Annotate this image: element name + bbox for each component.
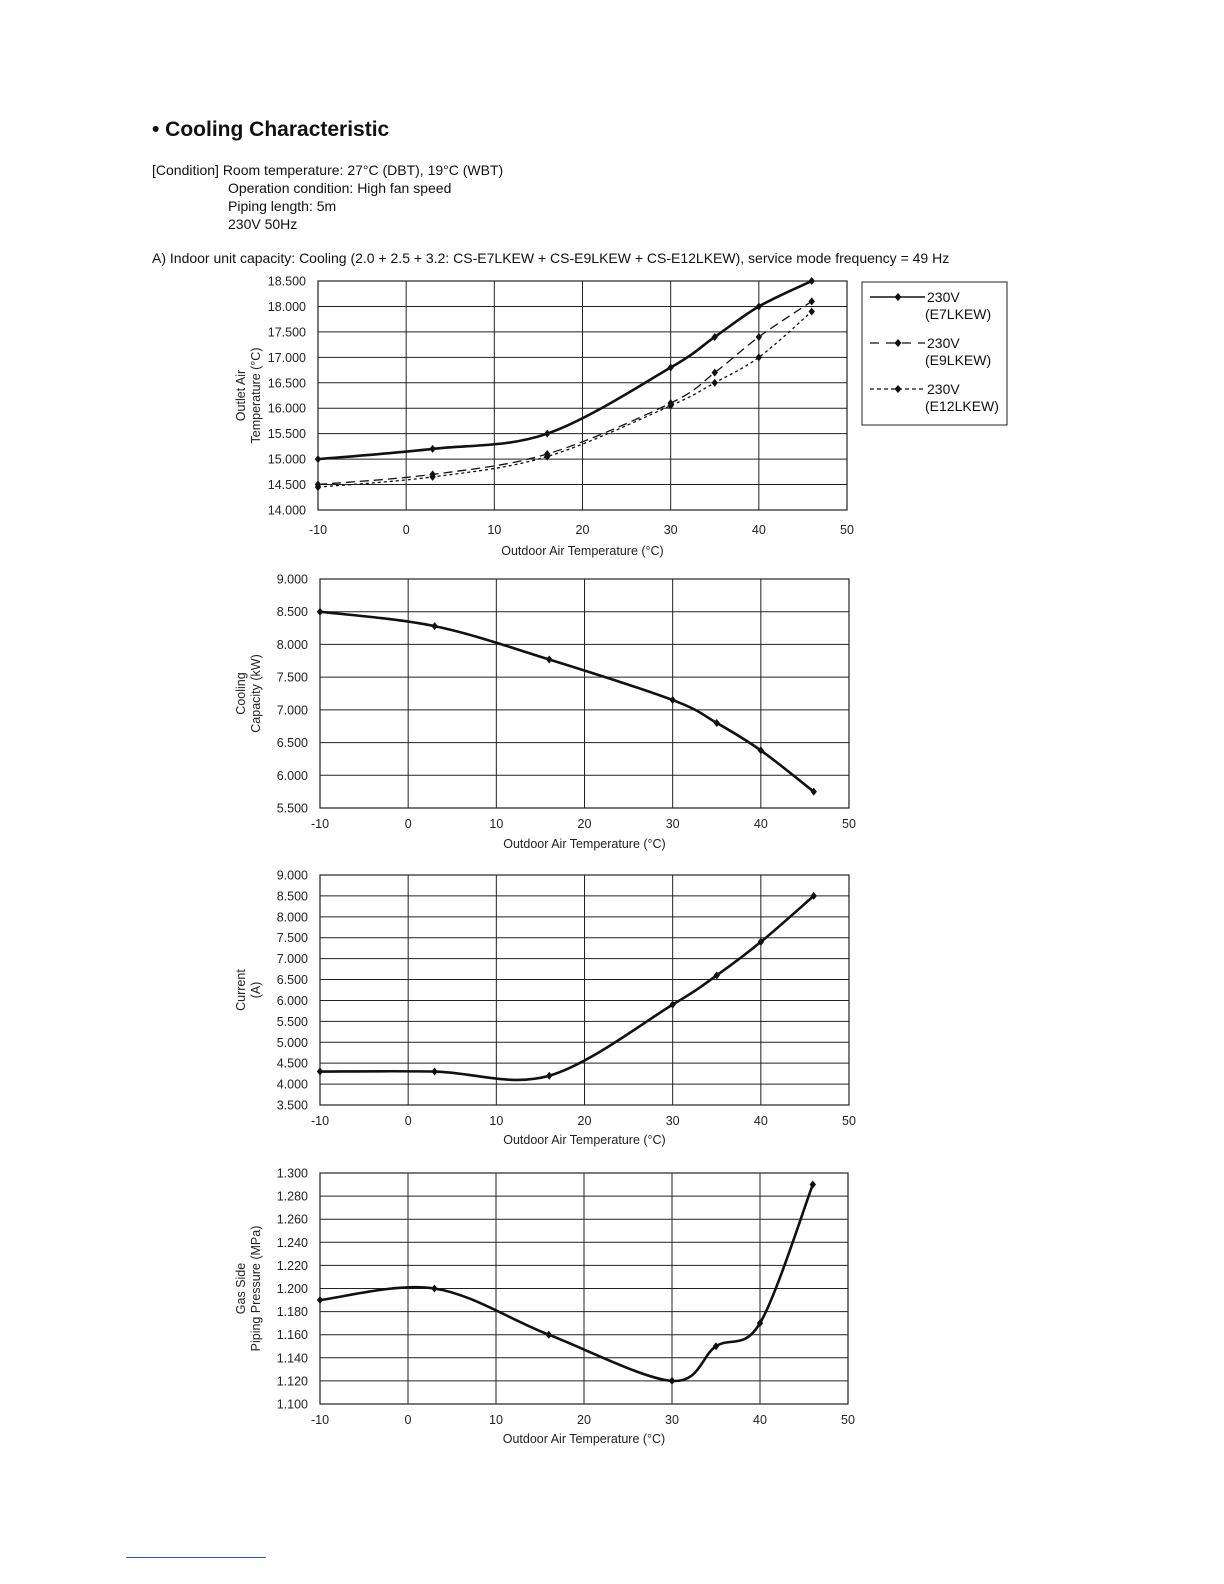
y-tick-label: 16.500 <box>267 376 306 391</box>
y-axis-label-line: Current <box>234 969 248 1011</box>
x-tick-label: 50 <box>842 817 856 831</box>
y-tick-label: 9.000 <box>276 868 308 883</box>
x-tick-label: 50 <box>840 523 854 537</box>
data-point-marker <box>809 308 815 316</box>
data-point-marker <box>712 369 718 377</box>
data-point-marker <box>546 655 552 663</box>
legend <box>862 282 1007 425</box>
series-line-2 <box>318 301 812 484</box>
data-point-marker <box>756 333 762 341</box>
y-tick-label: 1.120 <box>276 1374 308 1389</box>
x-tick-label: -10 <box>310 817 330 831</box>
chart-1 <box>234 275 854 559</box>
y-tick-label: 3.500 <box>276 1098 308 1113</box>
y-tick-label: 7.500 <box>276 931 308 946</box>
series-line-1 <box>320 896 814 1080</box>
y-tick-label: 7.000 <box>276 952 308 967</box>
y-tick-label: 14.500 <box>267 478 306 493</box>
x-tick-label: 50 <box>841 1413 855 1427</box>
x-axis-label: Outdoor Air Temperature (°C) <box>503 1133 666 1147</box>
y-tick-label: 1.300 <box>276 1166 308 1181</box>
x-tick-label: 10 <box>489 1114 504 1128</box>
condition-power: 230V 50Hz <box>228 216 298 232</box>
y-tick-label: 4.000 <box>276 1077 308 1092</box>
y-tick-label: 1.200 <box>276 1282 308 1296</box>
condition-room-temperature: [Condition] Room temperature: 27°C (DBT), 19°C (WBT) <box>152 162 504 178</box>
x-tick-label: 20 <box>577 1413 591 1427</box>
y-tick-label: 7.000 <box>276 703 308 718</box>
x-axis-label: Outdoor Air Temperature (°C) <box>502 1432 666 1446</box>
y-tick-label: 17.500 <box>267 325 306 340</box>
y-tick-label: 1.220 <box>276 1258 308 1273</box>
y-tick-label: 1.100 <box>276 1397 308 1412</box>
x-tick-label: -10 <box>310 1413 330 1427</box>
x-tick-label: 50 <box>842 1114 856 1128</box>
x-tick-label: 0 <box>404 1413 412 1427</box>
y-axis-label-line: Outlet Air <box>234 369 248 422</box>
data-point-marker <box>669 1377 675 1385</box>
y-tick-label: 4.500 <box>276 1056 308 1071</box>
y-axis-label-line: Cooling <box>234 672 248 715</box>
x-tick-label: 10 <box>489 1413 503 1427</box>
x-tick-label: 20 <box>575 523 590 537</box>
legend-label-voltage: 230V <box>927 335 960 351</box>
x-tick-label: 40 <box>753 1413 767 1427</box>
legend-label-model: (E9LKEW) <box>925 352 992 368</box>
data-point-marker <box>317 1296 323 1304</box>
y-tick-label: 9.000 <box>276 572 308 587</box>
x-tick-label: -10 <box>308 523 328 537</box>
x-tick-label: 20 <box>577 817 592 831</box>
chart-2 <box>234 573 856 852</box>
chart-4 <box>234 1167 855 1447</box>
y-axis-label-line: Temperature (°C) <box>249 347 263 444</box>
y-tick-label: 6.500 <box>276 736 308 751</box>
data-point-marker <box>809 297 815 305</box>
y-tick-label: 8.000 <box>276 910 308 925</box>
x-tick-label: 20 <box>577 1114 592 1128</box>
y-tick-label: 6.500 <box>276 973 308 988</box>
y-axis-label-line: Capacity (kW) <box>249 654 263 733</box>
y-axis-label <box>234 654 263 732</box>
data-point-marker <box>315 455 321 463</box>
data-point-marker <box>546 1072 552 1080</box>
data-point-marker <box>756 353 762 361</box>
y-tick-label: 6.000 <box>276 768 308 783</box>
y-axis-label <box>234 969 263 1011</box>
y-tick-label: 1.160 <box>276 1328 308 1343</box>
y-tick-label: 15.000 <box>267 452 306 467</box>
y-tick-label: 16.000 <box>267 401 306 416</box>
page-title: • Cooling Characteristic <box>152 118 390 141</box>
condition-operation: Operation condition: High fan speed <box>228 180 452 196</box>
data-point-marker <box>809 277 815 285</box>
y-tick-label: 6.000 <box>276 993 308 1008</box>
y-tick-label: 5.000 <box>276 1035 308 1050</box>
legend-label-model: (E7LKEW) <box>925 306 992 322</box>
x-tick-label: 10 <box>489 817 504 831</box>
y-tick-label: 1.140 <box>276 1351 308 1366</box>
data-point-marker <box>317 1068 323 1076</box>
condition-piping-length: Piping length: 5m <box>228 198 337 214</box>
y-tick-label: 7.500 <box>276 670 308 685</box>
y-axis-label-line: Piping Pressure (MPa) <box>249 1225 263 1352</box>
data-point-marker <box>431 622 437 630</box>
series-line-1 <box>320 1185 813 1381</box>
data-point-marker <box>431 1285 437 1293</box>
y-tick-label: 8.500 <box>276 605 308 620</box>
x-tick-label: 40 <box>753 1114 768 1128</box>
y-tick-label: 17.000 <box>267 350 306 365</box>
data-point-marker <box>544 430 550 438</box>
y-tick-label: 8.000 <box>276 637 308 652</box>
y-tick-label: 1.240 <box>276 1235 308 1250</box>
y-tick-label: 1.280 <box>276 1189 308 1204</box>
x-tick-label: 0 <box>404 817 412 831</box>
y-axis-label <box>234 348 263 444</box>
series-line-3 <box>318 312 812 488</box>
x-axis-label: Outdoor Air Temperature (°C) <box>503 837 666 851</box>
data-point-marker <box>712 379 718 387</box>
x-tick-label: 0 <box>402 523 410 537</box>
x-tick-label: -10 <box>310 1114 330 1128</box>
legend-label-model: (E12LKEW) <box>925 398 999 414</box>
y-tick-label: 18.500 <box>267 274 306 289</box>
data-point-marker <box>431 1068 437 1076</box>
y-axis-label-line: (A) <box>249 981 263 999</box>
legend-label-voltage: 230V <box>927 381 960 397</box>
data-point-marker <box>429 445 435 453</box>
series-line-1 <box>320 612 814 792</box>
legend-label-voltage: 230V <box>927 289 960 305</box>
y-tick-label: 8.500 <box>276 889 308 904</box>
footer-rule <box>126 1557 266 1558</box>
x-tick-label: 0 <box>404 1114 412 1128</box>
x-tick-label: 40 <box>751 523 766 537</box>
y-tick-label: 18.000 <box>267 299 306 314</box>
x-tick-label: 30 <box>665 1413 679 1427</box>
data-point-marker <box>546 1331 552 1339</box>
y-tick-label: 5.500 <box>276 801 308 816</box>
x-tick-label: 40 <box>753 817 768 831</box>
y-tick-label: 14.000 <box>267 503 306 518</box>
y-axis-label <box>234 1226 263 1352</box>
x-tick-label: 30 <box>663 523 678 537</box>
x-tick-label: 30 <box>665 1114 680 1128</box>
x-axis-label: Outdoor Air Temperature (°C) <box>501 544 664 558</box>
y-tick-label: 5.500 <box>276 1014 308 1029</box>
data-point-marker <box>317 608 323 616</box>
y-tick-label: 1.180 <box>276 1305 308 1320</box>
y-axis-label-line: Gas Side <box>234 1262 248 1315</box>
series-line-1 <box>318 281 812 459</box>
data-point-marker <box>669 696 675 704</box>
y-tick-label: 15.500 <box>267 427 306 442</box>
chart-3 <box>234 869 856 1148</box>
x-tick-label: 10 <box>487 523 502 537</box>
indoor-unit-capacity-heading: A) Indoor unit capacity: Cooling (2.0 + 2.5 + 3.2: CS-E7LKEW + CS-E9LKEW + CS-E12LKEW), service mode frequency = 49 Hz <box>152 250 950 266</box>
x-tick-label: 30 <box>665 817 680 831</box>
y-tick-label: 1.260 <box>276 1212 308 1227</box>
